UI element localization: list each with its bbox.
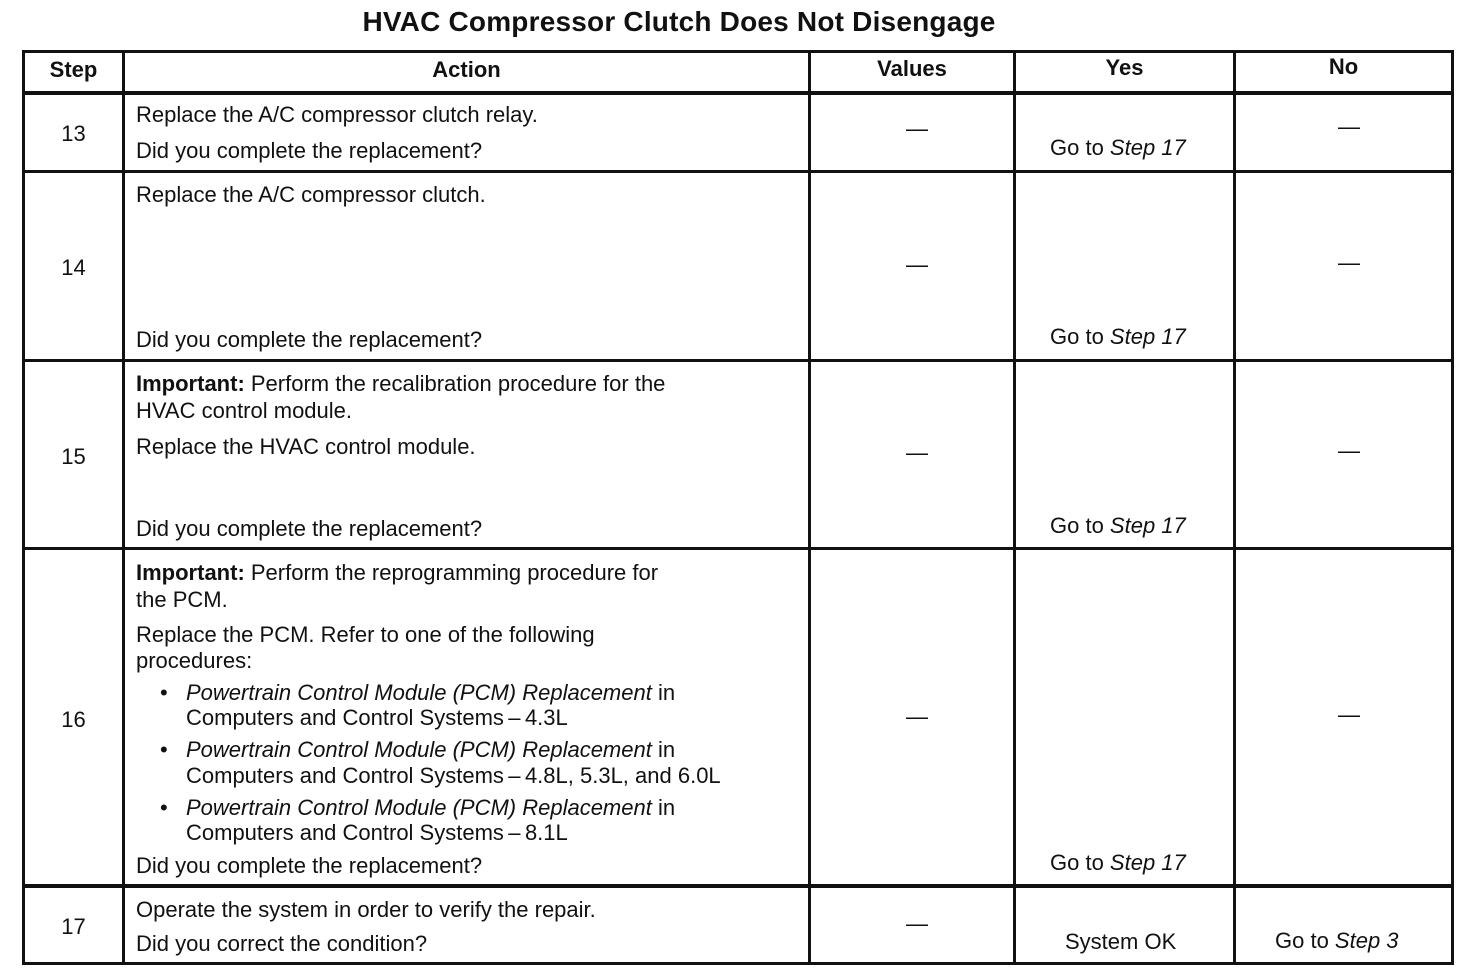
bullet-dot: • [160, 795, 168, 820]
step-link[interactable]: Step 17 [1109, 135, 1186, 160]
procedure-link[interactable]: Powertrain Control Module (PCM) Replacement [186, 795, 652, 820]
step-link[interactable]: Step 17 [1109, 513, 1186, 538]
column-divider [808, 50, 811, 965]
action-text: Replace the A/C compressor clutch. [136, 182, 486, 207]
step-number: 15 [61, 444, 86, 469]
no-prefix: Go to [1275, 928, 1335, 953]
procedure-link[interactable]: Powertrain Control Module (PCM) Replacement [186, 680, 652, 705]
yes-prefix: Go to [1050, 513, 1110, 538]
step-link[interactable]: Step 17 [1109, 324, 1186, 349]
bullet-item [186, 795, 675, 821]
bullet-dot: • [160, 737, 168, 762]
bullet-dot: • [160, 680, 168, 705]
important-text: Perform the recalibration procedure for the [244, 371, 666, 396]
important-label: Important: [136, 560, 245, 585]
step-link[interactable]: Step 17 [1109, 850, 1186, 875]
bullet-item-cont: Computers and Control Systems – 4.8L, 5.3L, and 6.0L [186, 763, 721, 788]
action-question: Did you complete the replacement? [136, 327, 483, 352]
yes-prefix: Go to [1050, 324, 1110, 349]
bullet-item [186, 680, 675, 706]
row-divider [22, 170, 1454, 173]
values-dash: — [906, 704, 928, 729]
row-divider [22, 547, 1454, 550]
yes-cell [1050, 850, 1186, 876]
yes-cell [1050, 135, 1186, 161]
values-dash: — [906, 116, 928, 141]
no-dash: — [1338, 438, 1360, 463]
action-question: Did you complete the replacement? [136, 516, 483, 541]
page-title: HVAC Compressor Clutch Does Not Disengage [362, 6, 996, 37]
action-text: Operate the system in order to verify the repair. [136, 897, 596, 922]
header-no: No [1328, 54, 1359, 79]
action-question: Did you complete the replacement? [136, 138, 483, 163]
step-number: 14 [61, 255, 86, 280]
bullet-item-cont: Computers and Control Systems – 4.3L [186, 705, 568, 730]
values-dash: — [906, 440, 928, 465]
row-divider [22, 884, 1454, 888]
important-text: Perform the reprogramming procedure for [244, 560, 659, 585]
bullet-suffix: in [651, 680, 676, 705]
no-dash: — [1338, 250, 1360, 275]
action-text: Replace the A/C compressor clutch relay. [136, 102, 538, 127]
bullet-item [186, 737, 675, 763]
yes-cell [1050, 513, 1186, 539]
action-question: Did you complete the replacement? [136, 853, 483, 878]
action-text: Replace the PCM. Refer to one of the following [136, 622, 595, 647]
yes-prefix: Go to [1050, 135, 1110, 160]
header-yes: Yes [1105, 55, 1144, 80]
column-divider [1233, 50, 1236, 965]
action-text-cont: procedures: [136, 648, 253, 673]
table-border-top [22, 50, 1454, 53]
header-step: Step [49, 57, 98, 82]
values-dash: — [906, 911, 928, 936]
no-dash: — [1338, 702, 1360, 727]
action-text: Replace the HVAC control module. [136, 434, 476, 459]
important-note [136, 371, 665, 397]
values-dash: — [906, 252, 928, 277]
header-divider [22, 91, 1454, 95]
column-divider [122, 50, 125, 965]
action-question: Did you correct the condition? [136, 931, 428, 956]
header-action: Action [432, 57, 501, 82]
bullet-suffix: in [651, 795, 676, 820]
yes-cell [1050, 324, 1186, 350]
step-link[interactable]: Step 3 [1334, 928, 1399, 953]
procedure-link[interactable]: Powertrain Control Module (PCM) Replacement [186, 737, 652, 762]
important-text-cont: HVAC control module. [136, 398, 353, 423]
yes-status: System OK [1065, 929, 1177, 954]
row-divider [22, 359, 1454, 362]
step-number: 16 [61, 707, 86, 732]
bullet-suffix: in [651, 737, 676, 762]
bullet-item-cont: Computers and Control Systems – 8.1L [186, 820, 568, 845]
column-divider [1013, 50, 1016, 965]
table-border-right [1451, 50, 1454, 965]
yes-prefix: Go to [1050, 850, 1110, 875]
table-border-bottom [22, 962, 1454, 965]
step-number: 13 [61, 121, 86, 146]
important-label: Important: [136, 371, 245, 396]
important-text-cont: the PCM. [136, 587, 228, 612]
step-number: 17 [61, 914, 86, 939]
no-dash: — [1338, 114, 1360, 139]
header-values: Values [877, 56, 947, 81]
table-border-left [22, 50, 25, 965]
no-cell [1275, 928, 1399, 954]
important-note [136, 560, 658, 586]
